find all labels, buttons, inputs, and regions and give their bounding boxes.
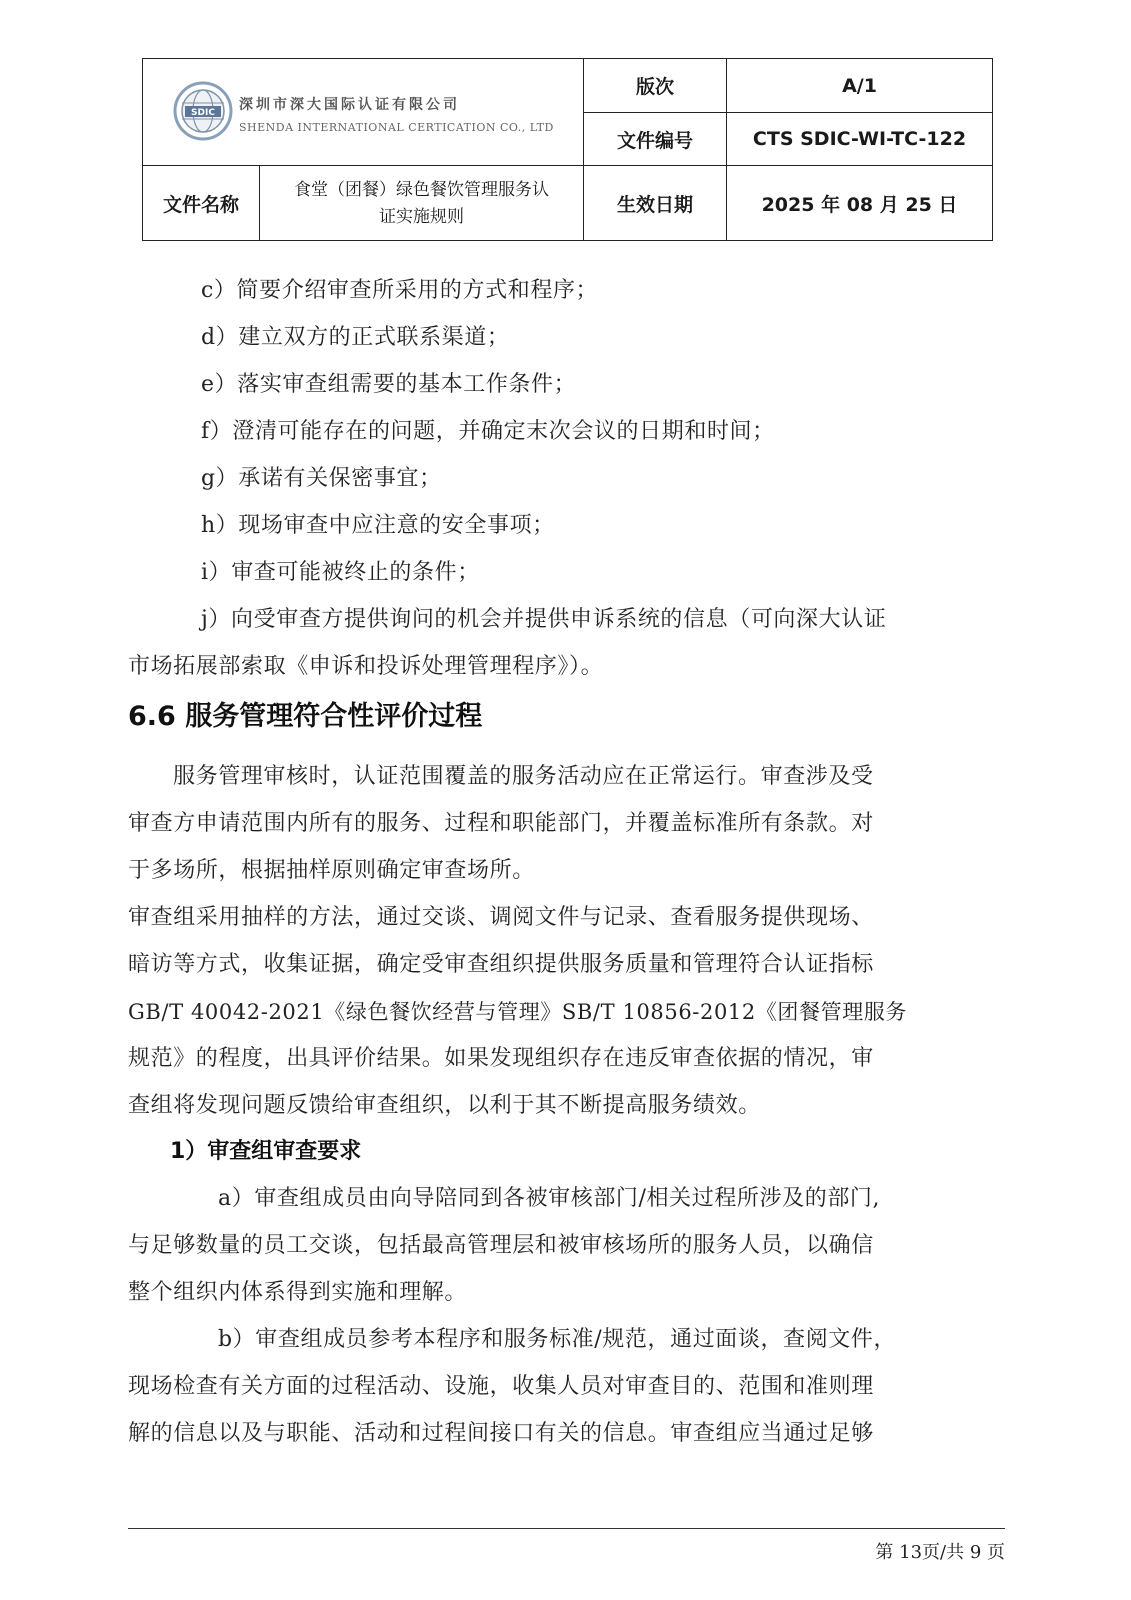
- doc-number-value: CTS SDIC-WI-TC-122: [752, 128, 967, 150]
- paragraph-line: 解的信息以及与职能、活动和过程间接口有关的信息。审查组应当通过足够: [128, 1421, 874, 1446]
- version-value: A/1: [842, 74, 877, 97]
- paragraph-line: a）审查组成员由向导陪同到各被审核部门/相关过程所涉及的部门,: [218, 1186, 881, 1211]
- paragraph-line: 现场检查有关方面的过程活动、设施，收集人员对审查目的、范围和准则理: [128, 1374, 874, 1399]
- list-item: d）建立双方的正式联系渠道；: [201, 325, 510, 350]
- paragraph-line: GB/T 40042-2021《绿色餐饮经营与管理》SB/T 10856-2012《团餐管理服务: [128, 1000, 908, 1024]
- list-item: g）承诺有关保密事宜；: [201, 466, 442, 491]
- doc-name-line: 食堂（团餐）绿色餐饮管理服务认: [294, 179, 549, 200]
- list-item-continuation: 市场拓展部索取《申诉和投诉处理管理程序》）。: [128, 654, 604, 679]
- paragraph-line: 服务管理审核时，认证范围覆盖的服务活动应在正常运行。审查涉及受: [173, 764, 874, 789]
- doc-name-line: 证实施规则: [379, 206, 464, 227]
- paragraph-line: 于多场所，根据抽样原则确定审查场所。: [128, 858, 535, 883]
- list-item: i）审查可能被终止的条件；: [201, 560, 480, 585]
- subsection-heading: 1）审查组审查要求: [170, 1139, 362, 1164]
- list-item: j）向受审查方提供询问的机会并提供申诉系统的信息（可向深大认证: [201, 607, 887, 632]
- paragraph-line: 与足够数量的员工交谈，包括最高管理层和被审核场所的服务人员，以确信: [128, 1233, 874, 1258]
- doc-name-value: [260, 166, 583, 241]
- paragraph-line: 整个组织内体系得到实施和理解。: [128, 1280, 468, 1305]
- company-name-cn: 深圳市深大国际认证有限公司: [239, 97, 460, 113]
- logo-text: SDIC: [191, 108, 215, 118]
- list-item: e）落实审查组需要的基本工作条件；: [201, 372, 577, 397]
- section-heading: 6.6 服务管理符合性评价过程: [128, 701, 483, 732]
- footer-divider: [128, 1528, 1005, 1529]
- doc-name-label: 文件名称: [162, 194, 239, 216]
- paragraph-line: 规范》的程度，出具评价结果。如果发现组织存在违反审查依据的情况，审: [128, 1046, 874, 1071]
- list-item: c）简要介绍审查所采用的方式和程序；: [201, 278, 599, 303]
- company-name-en: SHENDA INTERNATIONAL CERTICATION CO., LTD: [239, 121, 554, 134]
- list-item: f）澄清可能存在的问题，并确定末次会议的日期和时间；: [201, 419, 775, 444]
- paragraph-line: 审查方申请范围内所有的服务、过程和职能部门，并覆盖标准所有条款。对: [128, 811, 874, 836]
- paragraph-line: b）审查组成员参考本程序和服务标准/规范，通过面谈，查阅文件，: [218, 1327, 897, 1352]
- doc-number-label: 文件编号: [616, 129, 693, 152]
- page-number: 第 13页/共 9 页: [875, 1542, 1005, 1563]
- company-logo: [173, 81, 573, 151]
- paragraph-line: 查组将发现问题反馈给审查组织，以利于其不断提高服务绩效。: [128, 1093, 761, 1118]
- paragraph-line: 暗访等方式，收集证据，确定受审查组织提供服务质量和管理符合认证指标: [128, 952, 874, 977]
- version-label: 版次: [635, 76, 674, 98]
- paragraph-line: 审查组采用抽样的方法，通过交谈、调阅文件与记录、查看服务提供现场、: [128, 905, 874, 930]
- globe-logo-icon: [173, 81, 233, 141]
- list-item: h）现场审查中应注意的安全事项；: [201, 513, 555, 538]
- effective-date-label: 生效日期: [616, 194, 693, 216]
- header-table: [142, 58, 993, 241]
- effective-date-value: 2025 年 08 月 25 日: [761, 194, 958, 216]
